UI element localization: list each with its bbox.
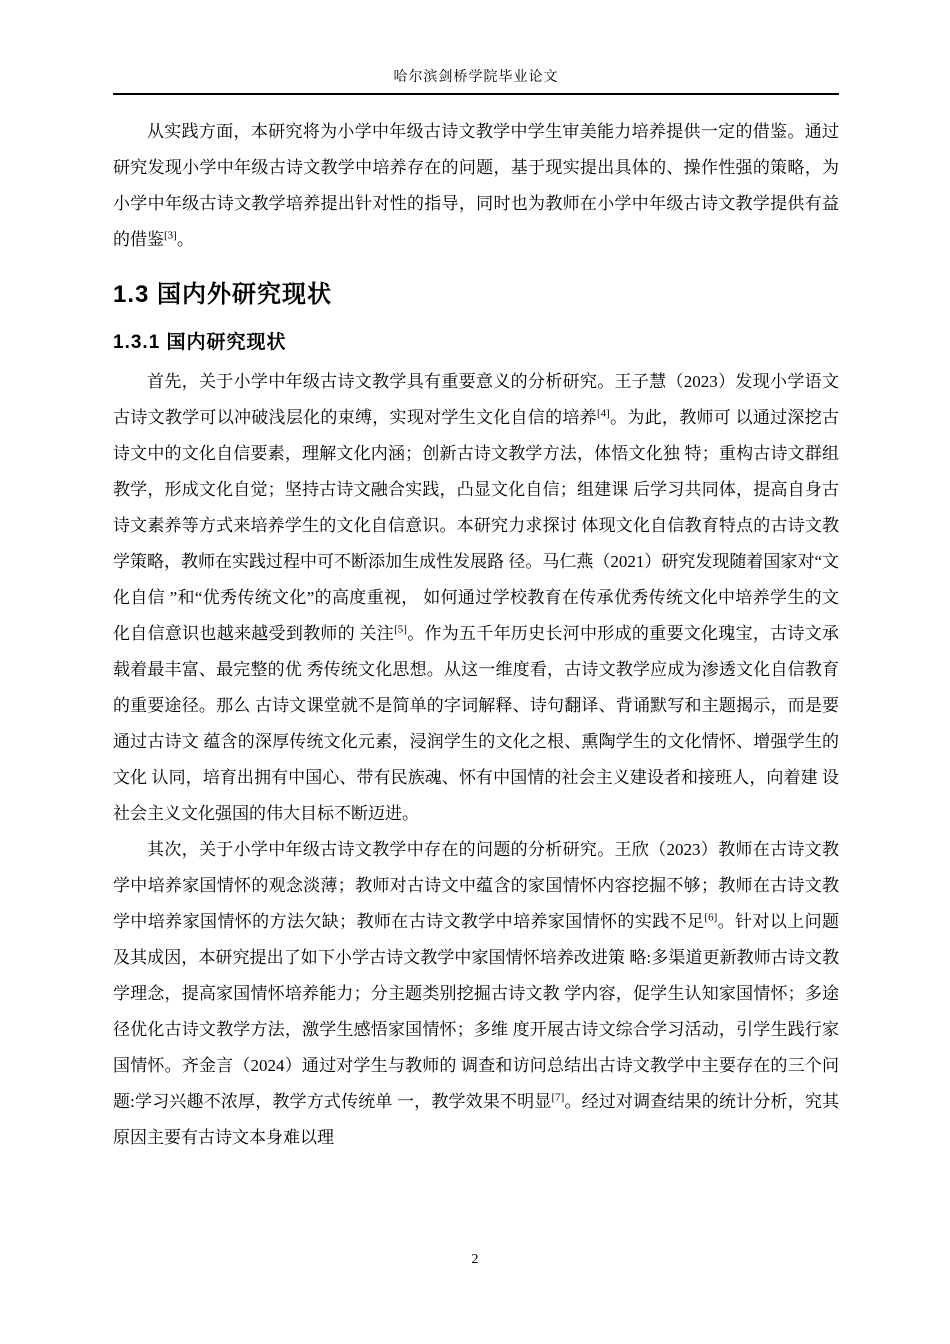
paragraph-domestic-research-problems: 其次，关于小学中年级古诗文教学中存在的问题的分析研究。王欣（2023）教师在古诗文教学中培养家国情怀的观念淡薄；教师对古诗文中蕴含的家国情怀内容挖掘不够；教师在古诗文教学中培养家国情怀的方法欠缺；教师在古诗文教学中培养家国情怀的实践不足[6]。针对以上问题及其成因，本研究提出了如下小学古诗文教学中家国情怀培养改进策 略:多渠道更新教师古诗文教学理念，提高家国情怀培养能力；分主题类别挖掘古诗文教 学内容，促学生认知家国情怀；多途径优化古诗文教学方法，激学生感悟家国情怀；多维 度开展古诗文综合学习活动，引学生践行家国情怀。齐金言（2024）通过对学生与教师的 调查和访问总结出古诗文教学中主要存在的三个问题:学习兴趣不浓厚，教学方式传统单 一，教学效果不明显[7]。经过对调查结果的统计分析，究其原因主要有古诗文本身难以理 bbox=[113, 840, 840, 1147]
document-body bbox=[113, 114, 839, 1156]
citation-marker: [6] bbox=[704, 911, 718, 924]
paragraph-domestic-research-significance: 首先，关于小学中年级古诗文教学具有重要意义的分析研究。王子慧（2023）发现小学语文古诗文教学可以冲破浅层化的束缚，实现对学生文化自信的培养[4]。为此，教师可 以通过深挖古诗文中的文化自信要素，理解文化内涵；创新古诗文教学方法，体悟文化独 特；重构古诗文群组教学，形成文化自觉；坚持古诗文融合实践，凸显文化自信；组建课 后学习共同体，提高自身古诗文素养等方式来培养学生的文化自信意识。本研究力求探讨 体现文化自信教育特点的古诗文教学策略，教师在实践过程中可不断添加生成性发展路 径。马仁燕（2021）研究发现随着国家对“文化自信 ”和“优秀传统文化”的高度重视， 如何通过学校教育在传承优秀传统文化中培养学生的文化自信意识也越来越受到教师的 关注[5]。作为五千年历史长河中形成的重要文化瑰宝，古诗文承载着最丰富、最完整的优 秀传统文化思想。从这一维度看，古诗文教学应成为渗透文化自信教育的重要途径。那么 古诗文课堂就不是简单的字词解释、诗句翻译、背诵默写和主题揭示，而是要通过古诗文 蕴含的深厚传统文化元素，浸润学生的文化之根、熏陶学生的文化情怀、增强学生的文化 认同，培育出拥有中国心、带有民族魂、怀有中国情的社会主义建设者和接班人，向着建 设社会主义文化强国的伟大目标不断迈进。 bbox=[113, 372, 840, 823]
subsection-heading-1-3-1: 1.3.1 国内研究现状 bbox=[113, 332, 287, 353]
page-number: 2 bbox=[471, 1252, 479, 1267]
section-heading-1-3: 1.3 国内外研究现状 bbox=[113, 281, 333, 308]
citation-marker: [5] bbox=[394, 623, 407, 636]
citation-marker: [3] bbox=[164, 229, 177, 242]
citation-marker: [4] bbox=[596, 407, 610, 420]
page-header-title: 哈尔滨剑桥学院毕业论文 bbox=[393, 70, 559, 85]
header-divider bbox=[113, 93, 839, 95]
paragraph-practical-significance: 从实践方面，本研究将为小学中年级古诗文教学中学生审美能力培养提供一定的借鉴。通过研究发现小学中年级古诗文教学中培养存在的问题，基于现实提出具体的、操作性强的策略，为小学中年级古诗文教学培养提出针对性的指导，同时也为教师在小学中年级古诗文教学提供有益的借鉴[3]。 bbox=[113, 122, 839, 249]
citation-marker: [7] bbox=[551, 1091, 565, 1104]
